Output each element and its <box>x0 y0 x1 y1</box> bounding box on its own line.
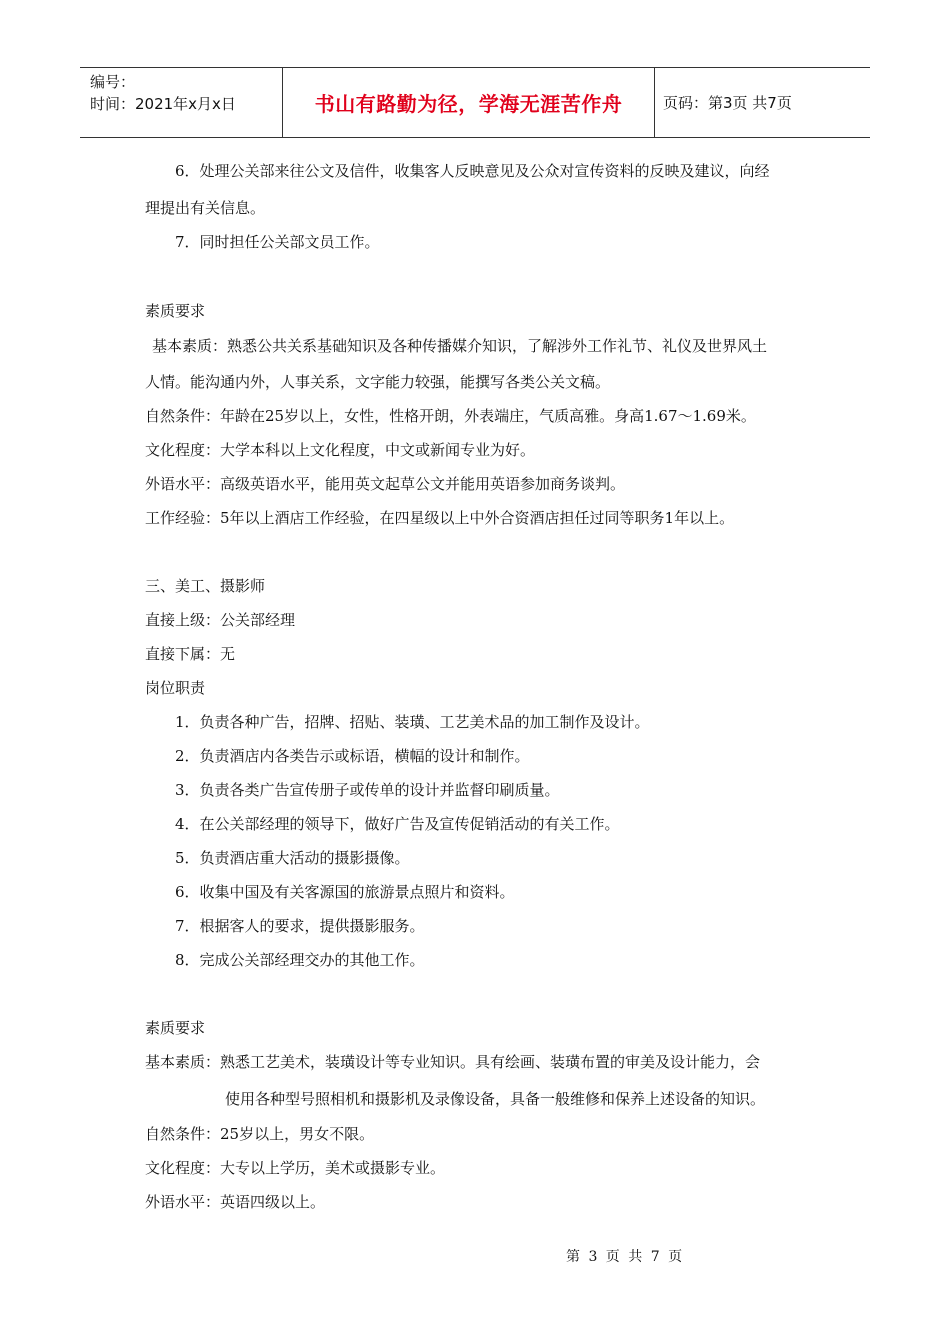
body-line: 文化程度：大专以上学历，美术或摄影专业。 <box>145 1159 446 1177</box>
section-heading: 岗位职责 <box>145 679 206 697</box>
body-line: 理提出有关信息。 <box>145 199 266 217</box>
list-item: 1．负责各种广告，招牌、招贴、装璜、工艺美术品的加工制作及设计。 <box>175 713 650 731</box>
body-line: 自然条件：年龄在25岁以上，女性，性格开朗，外表端庄，气质高雅。身高1.67～1.69米。 <box>145 407 756 425</box>
section-heading: 素质要求 <box>145 1019 206 1037</box>
body-line: 直接下属：无 <box>145 645 236 663</box>
list-item: 6．收集中国及有关客源国的旅游景点照片和资料。 <box>175 883 515 901</box>
body-line: 6．处理公关部来往公文及信件，收集客人反映意见及公众对宣传资料的反映及建议，向经 <box>175 162 770 180</box>
section-heading: 三、美工、摄影师 <box>145 577 266 595</box>
page-header <box>80 67 870 138</box>
section-heading: 素质要求 <box>145 302 206 320</box>
body-line: 外语水平：高级英语水平，能用英文起草公文并能用英语参加商务谈判。 <box>145 475 626 493</box>
header-motto: 书山有路勤为径，学海无涯苦作舟 <box>314 92 623 116</box>
body-line: 基本素质：熟悉工艺美术，装璜设计等专业知识。具有绘画、装璜布置的审美及设计能力，会 <box>145 1053 761 1071</box>
header-meta <box>80 68 282 137</box>
header-page-label: 页码：第3页 共7页 <box>663 94 792 112</box>
list-item: 7．根据客人的要求，提供摄影服务。 <box>175 917 425 935</box>
body-line: 文化程度：大学本科以上文化程度，中文或新闻专业为好。 <box>145 441 536 459</box>
header-number: 编号： <box>90 73 136 91</box>
footer-page-number: 第 3 页 共 7 页 <box>566 1249 683 1265</box>
body-line: 人情。能沟通内外，人事关系，文字能力较强，能撰写各类公关文稿。 <box>145 373 611 391</box>
header-time: 时间：2021年x月x日 <box>90 95 236 113</box>
body-line: 外语水平：英语四级以上。 <box>145 1193 326 1211</box>
list-item: 4．在公关部经理的领导下，做好广告及宣传促销活动的有关工作。 <box>175 815 620 833</box>
body-line: 工作经验：5年以上酒店工作经验，在四星级以上中外合资酒店担任过同等职务1年以上。 <box>145 509 735 527</box>
body-line: 使用各种型号照相机和摄影机及录像设备，具备一般维修和保养上述设备的知识。 <box>225 1090 766 1108</box>
list-item: 8．完成公关部经理交办的其他工作。 <box>175 951 425 969</box>
list-item: 3．负责各类广告宣传册子或传单的设计并监督印刷质量。 <box>175 781 560 799</box>
header-motto-cell <box>282 68 655 137</box>
body-line: 7．同时担任公关部文员工作。 <box>175 233 380 251</box>
body-line: 基本素质：熟悉公共关系基础知识及各种传播媒介知识，了解涉外工作礼节、礼仪及世界风土 <box>152 337 768 355</box>
body-line: 直接上级：公关部经理 <box>145 611 296 629</box>
body-line: 自然条件：25岁以上，男女不限。 <box>145 1125 375 1143</box>
list-item: 2．负责酒店内各类告示或标语，横幅的设计和制作。 <box>175 747 530 765</box>
header-page-info <box>655 68 870 137</box>
list-item: 5．负责酒店重大活动的摄影摄像。 <box>175 849 410 867</box>
